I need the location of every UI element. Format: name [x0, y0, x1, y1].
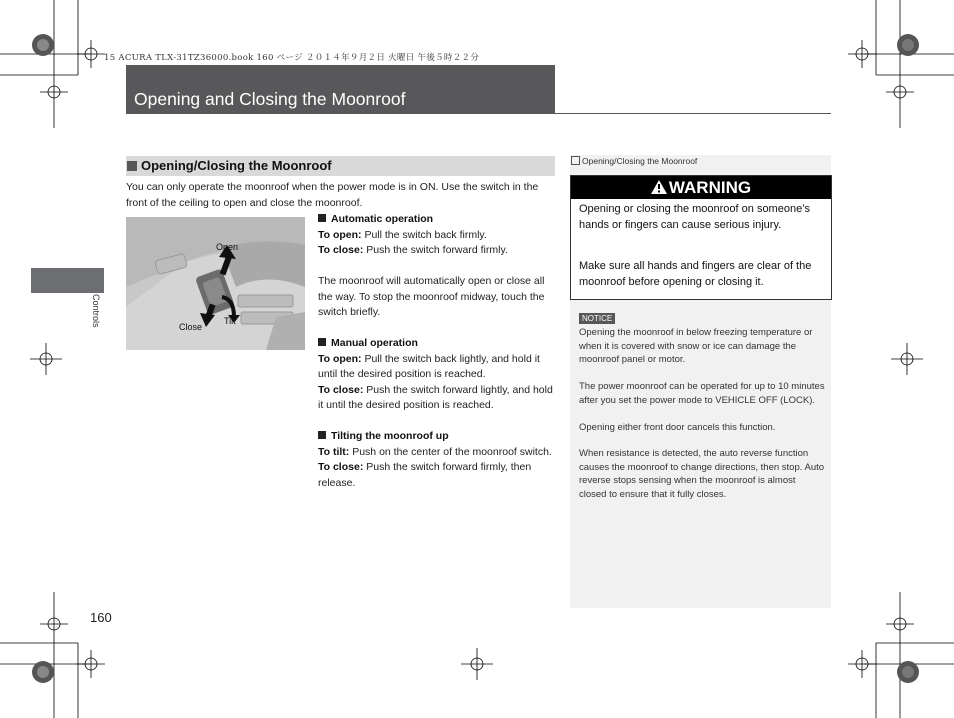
warning-title: WARNING — [668, 178, 752, 197]
section-intro: You can only operate the moonroof when the power mode is in ON. Use the switch in the front of the ceiling to open and close the moonroof. — [126, 181, 539, 209]
tilt-close-label: To close: — [318, 461, 364, 473]
warning-text-1: Opening or closing the moonroof on someone’s hands or fingers can cause serious injury. — [579, 203, 810, 231]
automatic-heading: Automatic operation — [318, 212, 558, 228]
notice-badge: NOTICE — [579, 313, 615, 324]
warning-triangle-icon — [651, 180, 667, 194]
automatic-operation — [318, 212, 558, 321]
label-open: Open — [216, 242, 239, 252]
crossref-icon — [571, 156, 580, 165]
tilt-label: To tilt: — [318, 445, 350, 458]
title-rule — [555, 113, 831, 114]
sidebar-crumb[interactable] — [571, 156, 697, 166]
label-tilt: Tilt — [224, 316, 236, 326]
sidebar-crumb-text: Opening/Closing the Moonroof — [582, 156, 698, 166]
front-door-note: Opening either front door cancels this function. — [579, 422, 776, 433]
manual-operation — [318, 336, 558, 414]
auto-close-line — [318, 243, 558, 259]
chapter-tab[interactable] — [31, 268, 104, 293]
manual-open-line — [318, 352, 558, 383]
auto-close-label: To close: — [318, 244, 364, 256]
page-title: Opening and Closing the Moonroof — [134, 89, 406, 109]
ceiling-console-drawing — [126, 217, 305, 350]
manual-open-text: Pull the switch back lightly, and hold it until the desired position is reached. — [318, 352, 540, 380]
manual-heading: Manual operation — [318, 336, 558, 352]
auto-reverse-note: When resistance is detected, the auto reverse function causes the moonroof to change directions, then stop. Auto reverse stops sensing when the moonroof is almost closed to ensure that it fully closes. — [579, 448, 825, 500]
print-header: 15 ACURA TLX-31TZ36000.book 160 ページ ２０１４年９月２日 火曜日 午後５時２２分 — [104, 53, 480, 63]
label-close: Close — [179, 322, 203, 332]
auto-close-text: Push the switch forward firmly. — [363, 244, 508, 256]
tilt-close-line — [318, 460, 558, 491]
manual-close-text: Push the switch forward lightly, and hold it until the desired position is reached. — [318, 383, 553, 411]
manual-close-line — [318, 383, 558, 414]
auto-open-line — [318, 228, 558, 244]
power-mode-note: The power moonroof can be operated for up to 10 minutes after you set the power mode to VEHICLE OFF (LOCK). — [579, 381, 825, 406]
auto-open-text: Pull the switch back firmly. — [361, 228, 487, 241]
auto-note: The moonroof will automatically open or close all the way. To stop the moonroof midway, touch the switch briefly. — [318, 275, 545, 318]
tilting-operation — [318, 429, 558, 491]
page-number: 160 — [90, 610, 112, 625]
chapter-tab-label: Controls — [91, 294, 101, 328]
tilt-text: Push on the center of the moonroof switch. — [349, 445, 552, 458]
warning-text-2: Make sure all hands and fingers are clear of the moonroof before opening or closing it. — [579, 260, 812, 288]
warning-header — [571, 176, 831, 199]
section-heading-text: Opening/Closing the Moonroof — [141, 158, 332, 173]
moonroof-switch-illustration — [126, 217, 305, 350]
section-marker — [127, 161, 137, 171]
tilt-line — [318, 445, 558, 461]
manual-close-label: To close: — [318, 383, 364, 396]
tilt-heading: Tilting the moonroof up — [318, 429, 558, 445]
auto-open-label: To open: — [318, 228, 362, 241]
tilt-close-text: Push the switch forward firmly, then release. — [318, 461, 532, 489]
manual-open-label: To open: — [318, 352, 362, 365]
section-heading — [126, 156, 555, 176]
notice-text: Opening the moonroof in below freezing temperature or when it is covered with snow or ice can damage the moonroof panel or motor. — [579, 327, 813, 365]
